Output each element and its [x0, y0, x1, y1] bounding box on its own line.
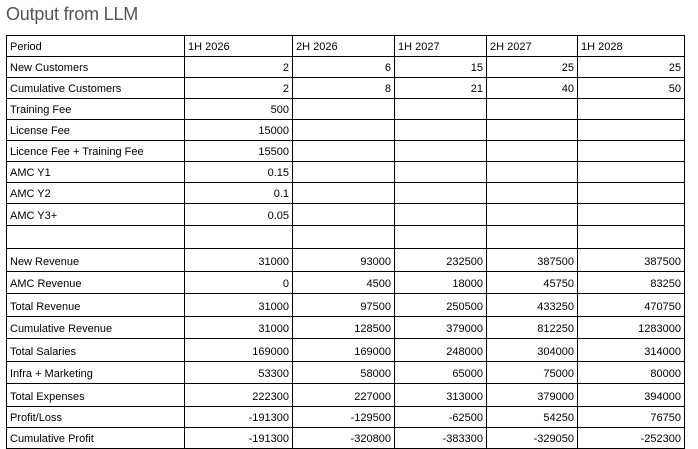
value-cell: 379000: [395, 317, 487, 339]
row-label: Licence Fee + Training Fee: [7, 141, 185, 162]
value-cell: 387500: [487, 249, 578, 272]
value-cell: 500: [185, 99, 293, 120]
value-cell: 80000: [578, 362, 685, 384]
value-cell: 0: [185, 272, 293, 294]
row-label: New Customers: [7, 57, 185, 78]
value-cell: 313000: [395, 384, 487, 407]
value-cell: 31000: [185, 317, 293, 339]
value-cell: [487, 204, 578, 226]
row-label: Total Expenses: [7, 384, 185, 407]
value-cell: 470750: [578, 294, 685, 317]
value-cell: 128500: [293, 317, 395, 339]
value-cell: [487, 183, 578, 204]
value-cell: [293, 183, 395, 204]
value-cell: [293, 162, 395, 183]
table-row: [7, 339, 685, 362]
value-cell: 50: [578, 78, 685, 99]
table-row: [7, 428, 685, 449]
value-cell: -252300: [578, 428, 685, 449]
value-cell: [487, 141, 578, 162]
value-cell: 83250: [578, 272, 685, 294]
value-cell: [293, 120, 395, 141]
row-label: License Fee: [7, 120, 185, 141]
value-cell: 250500: [395, 294, 487, 317]
value-cell: 227000: [293, 384, 395, 407]
table-row: [7, 204, 685, 226]
table-row: [7, 57, 685, 78]
value-cell: 379000: [487, 384, 578, 407]
value-cell: -320800: [293, 428, 395, 449]
value-cell: 31000: [185, 249, 293, 272]
value-cell: 54250: [487, 407, 578, 428]
table-row: [7, 294, 685, 317]
value-cell: 0.1: [185, 183, 293, 204]
row-label: Cumulative Customers: [7, 78, 185, 99]
value-cell: [293, 226, 395, 249]
header-cell: 1H 2026: [185, 36, 293, 57]
value-cell: 15000: [185, 120, 293, 141]
row-label: Infra + Marketing: [7, 362, 185, 384]
row-label: AMC Y2: [7, 183, 185, 204]
value-cell: [487, 99, 578, 120]
output-table: [6, 35, 685, 449]
value-cell: -191300: [185, 407, 293, 428]
value-cell: 0.05: [185, 204, 293, 226]
value-cell: 2: [185, 78, 293, 99]
value-cell: -62500: [395, 407, 487, 428]
row-label: Cumulative Profit: [7, 428, 185, 449]
value-cell: 25: [487, 57, 578, 78]
value-cell: [395, 141, 487, 162]
row-label: Cumulative Revenue: [7, 317, 185, 339]
value-cell: 1283000: [578, 317, 685, 339]
value-cell: 15500: [185, 141, 293, 162]
table-row: [7, 162, 685, 183]
row-label: Total Revenue: [7, 294, 185, 317]
value-cell: [293, 204, 395, 226]
header-cell: Period: [7, 36, 185, 57]
value-cell: [395, 99, 487, 120]
value-cell: -129500: [293, 407, 395, 428]
value-cell: 18000: [395, 272, 487, 294]
value-cell: [578, 141, 685, 162]
value-cell: 45750: [487, 272, 578, 294]
table-row: [7, 407, 685, 428]
table-row: [7, 317, 685, 339]
value-cell: 4500: [293, 272, 395, 294]
value-cell: 387500: [578, 249, 685, 272]
value-cell: [487, 120, 578, 141]
row-label: AMC Y3+: [7, 204, 185, 226]
table-row: [7, 183, 685, 204]
row-label: Profit/Loss: [7, 407, 185, 428]
value-cell: 394000: [578, 384, 685, 407]
value-cell: [293, 141, 395, 162]
value-cell: 31000: [185, 294, 293, 317]
value-cell: 58000: [293, 362, 395, 384]
row-label: AMC Y1: [7, 162, 185, 183]
value-cell: -329050: [487, 428, 578, 449]
header-cell: 1H 2028: [578, 36, 685, 57]
header-cell: 2H 2026: [293, 36, 395, 57]
header-cell: 2H 2027: [487, 36, 578, 57]
value-cell: [395, 162, 487, 183]
table-row: [7, 78, 685, 99]
value-cell: [578, 120, 685, 141]
value-cell: [578, 162, 685, 183]
table-row: [7, 272, 685, 294]
value-cell: [578, 226, 685, 249]
row-label: Training Fee: [7, 99, 185, 120]
row-label: AMC Revenue: [7, 272, 185, 294]
value-cell: 25: [578, 57, 685, 78]
value-cell: 222300: [185, 384, 293, 407]
value-cell: 169000: [293, 339, 395, 362]
value-cell: 76750: [578, 407, 685, 428]
table-row: [7, 384, 685, 407]
table-row-empty: [7, 226, 685, 249]
value-cell: 304000: [487, 339, 578, 362]
table-row: [7, 141, 685, 162]
table-header-row: [7, 36, 685, 57]
value-cell: 232500: [395, 249, 487, 272]
value-cell: 169000: [185, 339, 293, 362]
table-row: [7, 249, 685, 272]
value-cell: 2: [185, 57, 293, 78]
value-cell: 93000: [293, 249, 395, 272]
header-cell: 1H 2027: [395, 36, 487, 57]
value-cell: 0.15: [185, 162, 293, 183]
value-cell: [395, 226, 487, 249]
value-cell: 21: [395, 78, 487, 99]
value-cell: [395, 204, 487, 226]
table-row: [7, 99, 685, 120]
value-cell: 97500: [293, 294, 395, 317]
value-cell: [487, 162, 578, 183]
value-cell: 65000: [395, 362, 487, 384]
value-cell: 314000: [578, 339, 685, 362]
value-cell: 75000: [487, 362, 578, 384]
value-cell: 433250: [487, 294, 578, 317]
table-row: [7, 120, 685, 141]
value-cell: -191300: [185, 428, 293, 449]
value-cell: 40: [487, 78, 578, 99]
value-cell: [185, 226, 293, 249]
value-cell: [578, 204, 685, 226]
value-cell: [293, 99, 395, 120]
value-cell: 6: [293, 57, 395, 78]
value-cell: [578, 183, 685, 204]
value-cell: -383300: [395, 428, 487, 449]
row-label: Total Salaries: [7, 339, 185, 362]
value-cell: [578, 99, 685, 120]
page-title: Output from LLM: [6, 4, 139, 24]
value-cell: [487, 226, 578, 249]
row-label: New Revenue: [7, 249, 185, 272]
value-cell: 248000: [395, 339, 487, 362]
table-row: [7, 362, 685, 384]
row-label: [7, 226, 185, 249]
value-cell: 15: [395, 57, 487, 78]
value-cell: 53300: [185, 362, 293, 384]
value-cell: 8: [293, 78, 395, 99]
value-cell: 812250: [487, 317, 578, 339]
value-cell: [395, 120, 487, 141]
value-cell: [395, 183, 487, 204]
